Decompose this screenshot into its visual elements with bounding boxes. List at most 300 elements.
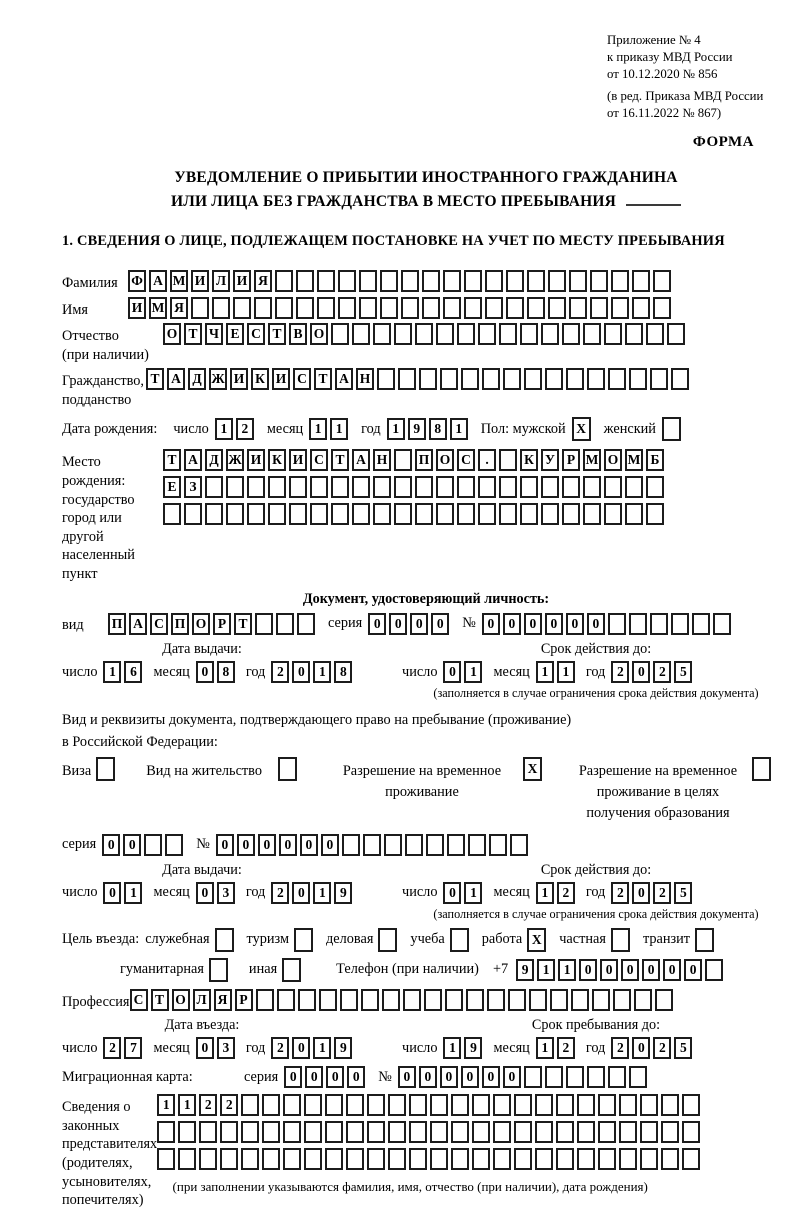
char-box[interactable]: 5 [674, 1037, 692, 1059]
char-box[interactable]: 2 [653, 882, 671, 904]
char-box[interactable] [524, 368, 542, 390]
birthplace-row3-boxes[interactable] [163, 503, 667, 525]
char-box[interactable]: Р [213, 613, 231, 635]
char-box[interactable]: Т [234, 613, 252, 635]
char-box[interactable] [604, 476, 622, 498]
char-box[interactable]: О [604, 449, 622, 471]
char-box[interactable] [205, 476, 223, 498]
char-box[interactable]: 2 [236, 418, 254, 440]
char-box[interactable] [297, 613, 315, 635]
char-box[interactable]: Л [193, 989, 211, 1011]
char-box[interactable]: С [293, 368, 311, 390]
char-box[interactable]: М [583, 449, 601, 471]
char-box[interactable]: 1 [215, 418, 233, 440]
purpose-private-checkbox[interactable] [611, 928, 630, 952]
char-box[interactable] [319, 989, 337, 1011]
char-box[interactable]: 0 [632, 1037, 650, 1059]
char-box[interactable] [583, 476, 601, 498]
char-box[interactable]: 0 [292, 1037, 310, 1059]
sex-female-checkbox[interactable] [662, 417, 681, 441]
char-box[interactable] [283, 1094, 301, 1116]
entry-day-boxes[interactable] [103, 1037, 145, 1059]
char-box[interactable]: Т [268, 323, 286, 345]
char-box[interactable]: А [167, 368, 185, 390]
char-box[interactable]: 1 [313, 882, 331, 904]
char-box[interactable] [472, 1094, 490, 1116]
char-box[interactable] [667, 323, 685, 345]
char-box[interactable] [634, 989, 652, 1011]
char-box[interactable] [506, 270, 524, 292]
char-box[interactable] [592, 989, 610, 1011]
char-box[interactable]: 2 [557, 882, 575, 904]
char-box[interactable]: О [192, 613, 210, 635]
char-box[interactable]: А [335, 368, 353, 390]
char-box[interactable]: 0 [545, 613, 563, 635]
char-box[interactable] [436, 503, 454, 525]
char-box[interactable] [310, 476, 328, 498]
char-box[interactable] [325, 1121, 343, 1143]
char-box[interactable]: 2 [271, 661, 289, 683]
char-box[interactable] [625, 476, 643, 498]
char-box[interactable]: 1 [450, 418, 468, 440]
char-box[interactable]: 1 [124, 882, 142, 904]
char-box[interactable]: И [289, 449, 307, 471]
char-box[interactable] [262, 1094, 280, 1116]
char-box[interactable] [629, 613, 647, 635]
char-box[interactable] [713, 613, 731, 635]
char-box[interactable] [415, 503, 433, 525]
char-box[interactable]: 3 [217, 882, 235, 904]
char-box[interactable]: 7 [124, 1037, 142, 1059]
char-box[interactable] [394, 323, 412, 345]
char-box[interactable]: 2 [271, 1037, 289, 1059]
name-boxes[interactable] [128, 297, 674, 319]
char-box[interactable] [394, 503, 412, 525]
char-box[interactable] [178, 1148, 196, 1170]
profession-boxes[interactable] [130, 989, 676, 1011]
char-box[interactable] [380, 297, 398, 319]
char-box[interactable]: Е [163, 476, 181, 498]
char-box[interactable] [520, 323, 538, 345]
char-box[interactable] [577, 1121, 595, 1143]
char-box[interactable] [485, 270, 503, 292]
char-box[interactable]: С [150, 613, 168, 635]
char-box[interactable] [566, 368, 584, 390]
char-box[interactable] [503, 368, 521, 390]
char-box[interactable]: 1 [536, 661, 554, 683]
phone-boxes[interactable] [516, 959, 726, 981]
char-box[interactable] [430, 1121, 448, 1143]
char-box[interactable] [325, 1148, 343, 1170]
char-box[interactable] [598, 1094, 616, 1116]
char-box[interactable] [640, 1148, 658, 1170]
char-box[interactable] [233, 297, 251, 319]
char-box[interactable] [661, 1094, 679, 1116]
char-box[interactable] [625, 323, 643, 345]
char-box[interactable] [409, 1148, 427, 1170]
purpose-transit-checkbox[interactable] [695, 928, 714, 952]
char-box[interactable] [598, 1121, 616, 1143]
purpose-business-checkbox[interactable] [378, 928, 397, 952]
char-box[interactable] [419, 368, 437, 390]
char-box[interactable] [682, 1121, 700, 1143]
char-box[interactable] [550, 989, 568, 1011]
char-box[interactable] [184, 503, 202, 525]
char-box[interactable] [548, 297, 566, 319]
char-box[interactable]: 2 [611, 882, 629, 904]
char-box[interactable] [165, 834, 183, 856]
representatives-row2-boxes[interactable] [157, 1121, 703, 1143]
char-box[interactable] [548, 270, 566, 292]
char-box[interactable]: 6 [124, 661, 142, 683]
char-box[interactable]: А [352, 449, 370, 471]
char-box[interactable] [506, 297, 524, 319]
char-box[interactable]: 0 [663, 959, 681, 981]
char-box[interactable]: О [310, 323, 328, 345]
char-box[interactable]: Д [205, 449, 223, 471]
valid-year-boxes[interactable] [611, 661, 695, 683]
char-box[interactable]: 0 [440, 1066, 458, 1088]
char-box[interactable] [545, 1066, 563, 1088]
sex-male-checkbox[interactable]: X [572, 417, 591, 441]
char-box[interactable] [443, 270, 461, 292]
char-box[interactable] [487, 989, 505, 1011]
char-box[interactable]: В [289, 323, 307, 345]
doc-number-boxes[interactable] [482, 613, 734, 635]
char-box[interactable] [359, 297, 377, 319]
char-box[interactable] [415, 323, 433, 345]
char-box[interactable] [608, 1066, 626, 1088]
char-box[interactable]: 0 [389, 613, 407, 635]
char-box[interactable] [226, 476, 244, 498]
char-box[interactable]: 1 [313, 1037, 331, 1059]
char-box[interactable] [625, 503, 643, 525]
char-box[interactable]: 0 [300, 834, 318, 856]
char-box[interactable] [262, 1121, 280, 1143]
issue-month-boxes[interactable] [196, 661, 238, 683]
char-box[interactable] [451, 1121, 469, 1143]
char-box[interactable] [650, 613, 668, 635]
char-box[interactable] [409, 1121, 427, 1143]
char-box[interactable] [317, 270, 335, 292]
char-box[interactable]: 2 [653, 1037, 671, 1059]
char-box[interactable] [296, 270, 314, 292]
char-box[interactable] [569, 297, 587, 319]
issue-day-boxes[interactable] [103, 661, 145, 683]
char-box[interactable]: 0 [587, 613, 605, 635]
char-box[interactable]: 8 [429, 418, 447, 440]
char-box[interactable] [587, 368, 605, 390]
char-box[interactable] [443, 297, 461, 319]
char-box[interactable] [289, 503, 307, 525]
char-box[interactable] [514, 1121, 532, 1143]
purpose-official-checkbox[interactable] [215, 928, 234, 952]
char-box[interactable] [671, 368, 689, 390]
char-box[interactable]: Р [562, 449, 580, 471]
char-box[interactable]: 0 [410, 613, 428, 635]
char-box[interactable] [352, 323, 370, 345]
birth-day-boxes[interactable] [215, 418, 257, 440]
char-box[interactable] [472, 1148, 490, 1170]
char-box[interactable] [373, 503, 391, 525]
char-box[interactable]: 0 [292, 661, 310, 683]
issue-year-boxes[interactable] [271, 882, 355, 904]
char-box[interactable]: 1 [178, 1094, 196, 1116]
char-box[interactable]: С [310, 449, 328, 471]
char-box[interactable] [499, 476, 517, 498]
char-box[interactable] [422, 270, 440, 292]
char-box[interactable] [529, 989, 547, 1011]
char-box[interactable] [283, 1148, 301, 1170]
char-box[interactable] [535, 1121, 553, 1143]
char-box[interactable] [331, 503, 349, 525]
char-box[interactable] [577, 1148, 595, 1170]
char-box[interactable]: 0 [347, 1066, 365, 1088]
char-box[interactable]: 0 [321, 834, 339, 856]
migration-number-boxes[interactable] [398, 1066, 650, 1088]
char-box[interactable] [457, 503, 475, 525]
char-box[interactable]: 0 [292, 882, 310, 904]
char-box[interactable]: 2 [557, 1037, 575, 1059]
char-box[interactable]: И [272, 368, 290, 390]
char-box[interactable]: 0 [632, 661, 650, 683]
char-box[interactable] [367, 1094, 385, 1116]
char-box[interactable] [157, 1121, 175, 1143]
char-box[interactable] [359, 270, 377, 292]
char-box[interactable]: 1 [387, 418, 405, 440]
char-box[interactable]: О [172, 989, 190, 1011]
char-box[interactable]: К [251, 368, 269, 390]
char-box[interactable] [430, 1094, 448, 1116]
char-box[interactable]: Т [314, 368, 332, 390]
char-box[interactable]: М [625, 449, 643, 471]
char-box[interactable] [205, 503, 223, 525]
char-box[interactable]: П [415, 449, 433, 471]
char-box[interactable]: 0 [419, 1066, 437, 1088]
char-box[interactable]: П [108, 613, 126, 635]
char-box[interactable] [426, 834, 444, 856]
char-box[interactable]: 1 [558, 959, 576, 981]
char-box[interactable] [590, 270, 608, 292]
char-box[interactable] [220, 1121, 238, 1143]
char-box[interactable] [163, 503, 181, 525]
char-box[interactable] [705, 959, 723, 981]
char-box[interactable] [632, 270, 650, 292]
char-box[interactable] [352, 503, 370, 525]
char-box[interactable]: Б [646, 449, 664, 471]
char-box[interactable] [304, 1148, 322, 1170]
char-box[interactable]: 2 [653, 661, 671, 683]
char-box[interactable]: 0 [431, 613, 449, 635]
char-box[interactable]: А [129, 613, 147, 635]
char-box[interactable] [457, 476, 475, 498]
char-box[interactable] [388, 1121, 406, 1143]
char-box[interactable] [241, 1094, 259, 1116]
char-box[interactable] [178, 1121, 196, 1143]
char-box[interactable]: 3 [217, 1037, 235, 1059]
birthplace-row2-boxes[interactable] [163, 476, 667, 498]
char-box[interactable] [398, 368, 416, 390]
char-box[interactable] [436, 476, 454, 498]
issue-year-boxes[interactable] [271, 661, 355, 683]
char-box[interactable] [394, 476, 412, 498]
char-box[interactable]: 8 [217, 661, 235, 683]
char-box[interactable] [692, 613, 710, 635]
char-box[interactable] [661, 1148, 679, 1170]
char-box[interactable] [298, 989, 316, 1011]
char-box[interactable] [405, 834, 423, 856]
char-box[interactable] [650, 368, 668, 390]
char-box[interactable] [422, 297, 440, 319]
char-box[interactable] [384, 834, 402, 856]
char-box[interactable]: А [184, 449, 202, 471]
char-box[interactable] [388, 1148, 406, 1170]
char-box[interactable]: Ж [209, 368, 227, 390]
char-box[interactable]: 0 [102, 834, 120, 856]
purpose-study-checkbox[interactable] [450, 928, 469, 952]
char-box[interactable] [338, 297, 356, 319]
char-box[interactable] [611, 297, 629, 319]
char-box[interactable] [661, 1121, 679, 1143]
stay-year-boxes[interactable] [611, 1037, 695, 1059]
char-box[interactable] [468, 834, 486, 856]
char-box[interactable] [613, 989, 631, 1011]
char-box[interactable]: 0 [632, 882, 650, 904]
char-box[interactable]: 0 [443, 661, 461, 683]
char-box[interactable] [447, 834, 465, 856]
char-box[interactable]: 1 [443, 1037, 461, 1059]
char-box[interactable]: Ч [205, 323, 223, 345]
char-box[interactable] [520, 476, 538, 498]
char-box[interactable] [478, 323, 496, 345]
char-box[interactable]: 0 [600, 959, 618, 981]
char-box[interactable] [682, 1094, 700, 1116]
char-box[interactable]: 0 [684, 959, 702, 981]
char-box[interactable] [241, 1121, 259, 1143]
char-box[interactable] [493, 1121, 511, 1143]
char-box[interactable] [373, 476, 391, 498]
char-box[interactable]: Т [151, 989, 169, 1011]
char-box[interactable] [262, 1148, 280, 1170]
char-box[interactable]: Ж [226, 449, 244, 471]
char-box[interactable] [604, 323, 622, 345]
char-box[interactable] [424, 989, 442, 1011]
char-box[interactable]: О [436, 449, 454, 471]
char-box[interactable] [340, 989, 358, 1011]
char-box[interactable] [556, 1121, 574, 1143]
char-box[interactable] [394, 449, 412, 471]
char-box[interactable] [541, 323, 559, 345]
char-box[interactable] [310, 503, 328, 525]
purpose-work-checkbox[interactable]: X [527, 928, 546, 952]
char-box[interactable] [289, 476, 307, 498]
char-box[interactable] [520, 503, 538, 525]
char-box[interactable]: 0 [305, 1066, 323, 1088]
char-box[interactable]: 0 [503, 613, 521, 635]
char-box[interactable] [212, 297, 230, 319]
migration-series-boxes[interactable] [284, 1066, 368, 1088]
purpose-humanitarian-checkbox[interactable] [209, 958, 228, 982]
char-box[interactable]: А [149, 270, 167, 292]
char-box[interactable]: 5 [674, 882, 692, 904]
char-box[interactable]: 1 [536, 882, 554, 904]
char-box[interactable] [619, 1094, 637, 1116]
char-box[interactable] [464, 297, 482, 319]
char-box[interactable]: 0 [566, 613, 584, 635]
char-box[interactable] [373, 323, 391, 345]
char-box[interactable] [461, 368, 479, 390]
char-box[interactable] [514, 1094, 532, 1116]
char-box[interactable] [524, 1066, 542, 1088]
char-box[interactable]: 9 [408, 418, 426, 440]
char-box[interactable] [653, 297, 671, 319]
char-box[interactable] [199, 1148, 217, 1170]
char-box[interactable]: 0 [326, 1066, 344, 1088]
char-box[interactable] [499, 323, 517, 345]
char-box[interactable] [361, 989, 379, 1011]
char-box[interactable]: С [247, 323, 265, 345]
char-box[interactable]: 0 [642, 959, 660, 981]
char-box[interactable]: Я [254, 270, 272, 292]
char-box[interactable] [304, 1094, 322, 1116]
char-box[interactable] [682, 1148, 700, 1170]
char-box[interactable] [493, 1148, 511, 1170]
char-box[interactable]: 2 [199, 1094, 217, 1116]
char-box[interactable]: 0 [196, 661, 214, 683]
char-box[interactable] [562, 323, 580, 345]
char-box[interactable] [220, 1148, 238, 1170]
char-box[interactable]: 0 [398, 1066, 416, 1088]
char-box[interactable]: 0 [461, 1066, 479, 1088]
char-box[interactable]: 1 [537, 959, 555, 981]
char-box[interactable] [430, 1148, 448, 1170]
char-box[interactable] [499, 449, 517, 471]
char-box[interactable]: 2 [271, 882, 289, 904]
char-box[interactable] [377, 368, 395, 390]
char-box[interactable] [562, 503, 580, 525]
char-box[interactable]: 0 [279, 834, 297, 856]
char-box[interactable] [401, 297, 419, 319]
char-box[interactable] [277, 989, 295, 1011]
char-box[interactable] [535, 1094, 553, 1116]
char-box[interactable] [583, 323, 601, 345]
char-box[interactable] [562, 476, 580, 498]
char-box[interactable] [485, 297, 503, 319]
char-box[interactable] [317, 297, 335, 319]
char-box[interactable]: 9 [334, 1037, 352, 1059]
char-box[interactable]: М [170, 270, 188, 292]
doc-type-boxes[interactable] [108, 613, 318, 635]
char-box[interactable] [255, 613, 273, 635]
char-box[interactable] [367, 1148, 385, 1170]
char-box[interactable]: 0 [196, 1037, 214, 1059]
char-box[interactable] [629, 1066, 647, 1088]
residence-number-boxes[interactable] [216, 834, 531, 856]
char-box[interactable]: 0 [103, 882, 121, 904]
char-box[interactable]: Т [163, 449, 181, 471]
char-box[interactable]: Н [373, 449, 391, 471]
char-box[interactable] [611, 270, 629, 292]
char-box[interactable] [499, 503, 517, 525]
char-box[interactable]: К [520, 449, 538, 471]
char-box[interactable] [346, 1148, 364, 1170]
char-box[interactable]: 0 [443, 882, 461, 904]
char-box[interactable] [296, 297, 314, 319]
char-box[interactable] [514, 1148, 532, 1170]
char-box[interactable]: 0 [524, 613, 542, 635]
char-box[interactable] [409, 1094, 427, 1116]
char-box[interactable] [671, 613, 689, 635]
